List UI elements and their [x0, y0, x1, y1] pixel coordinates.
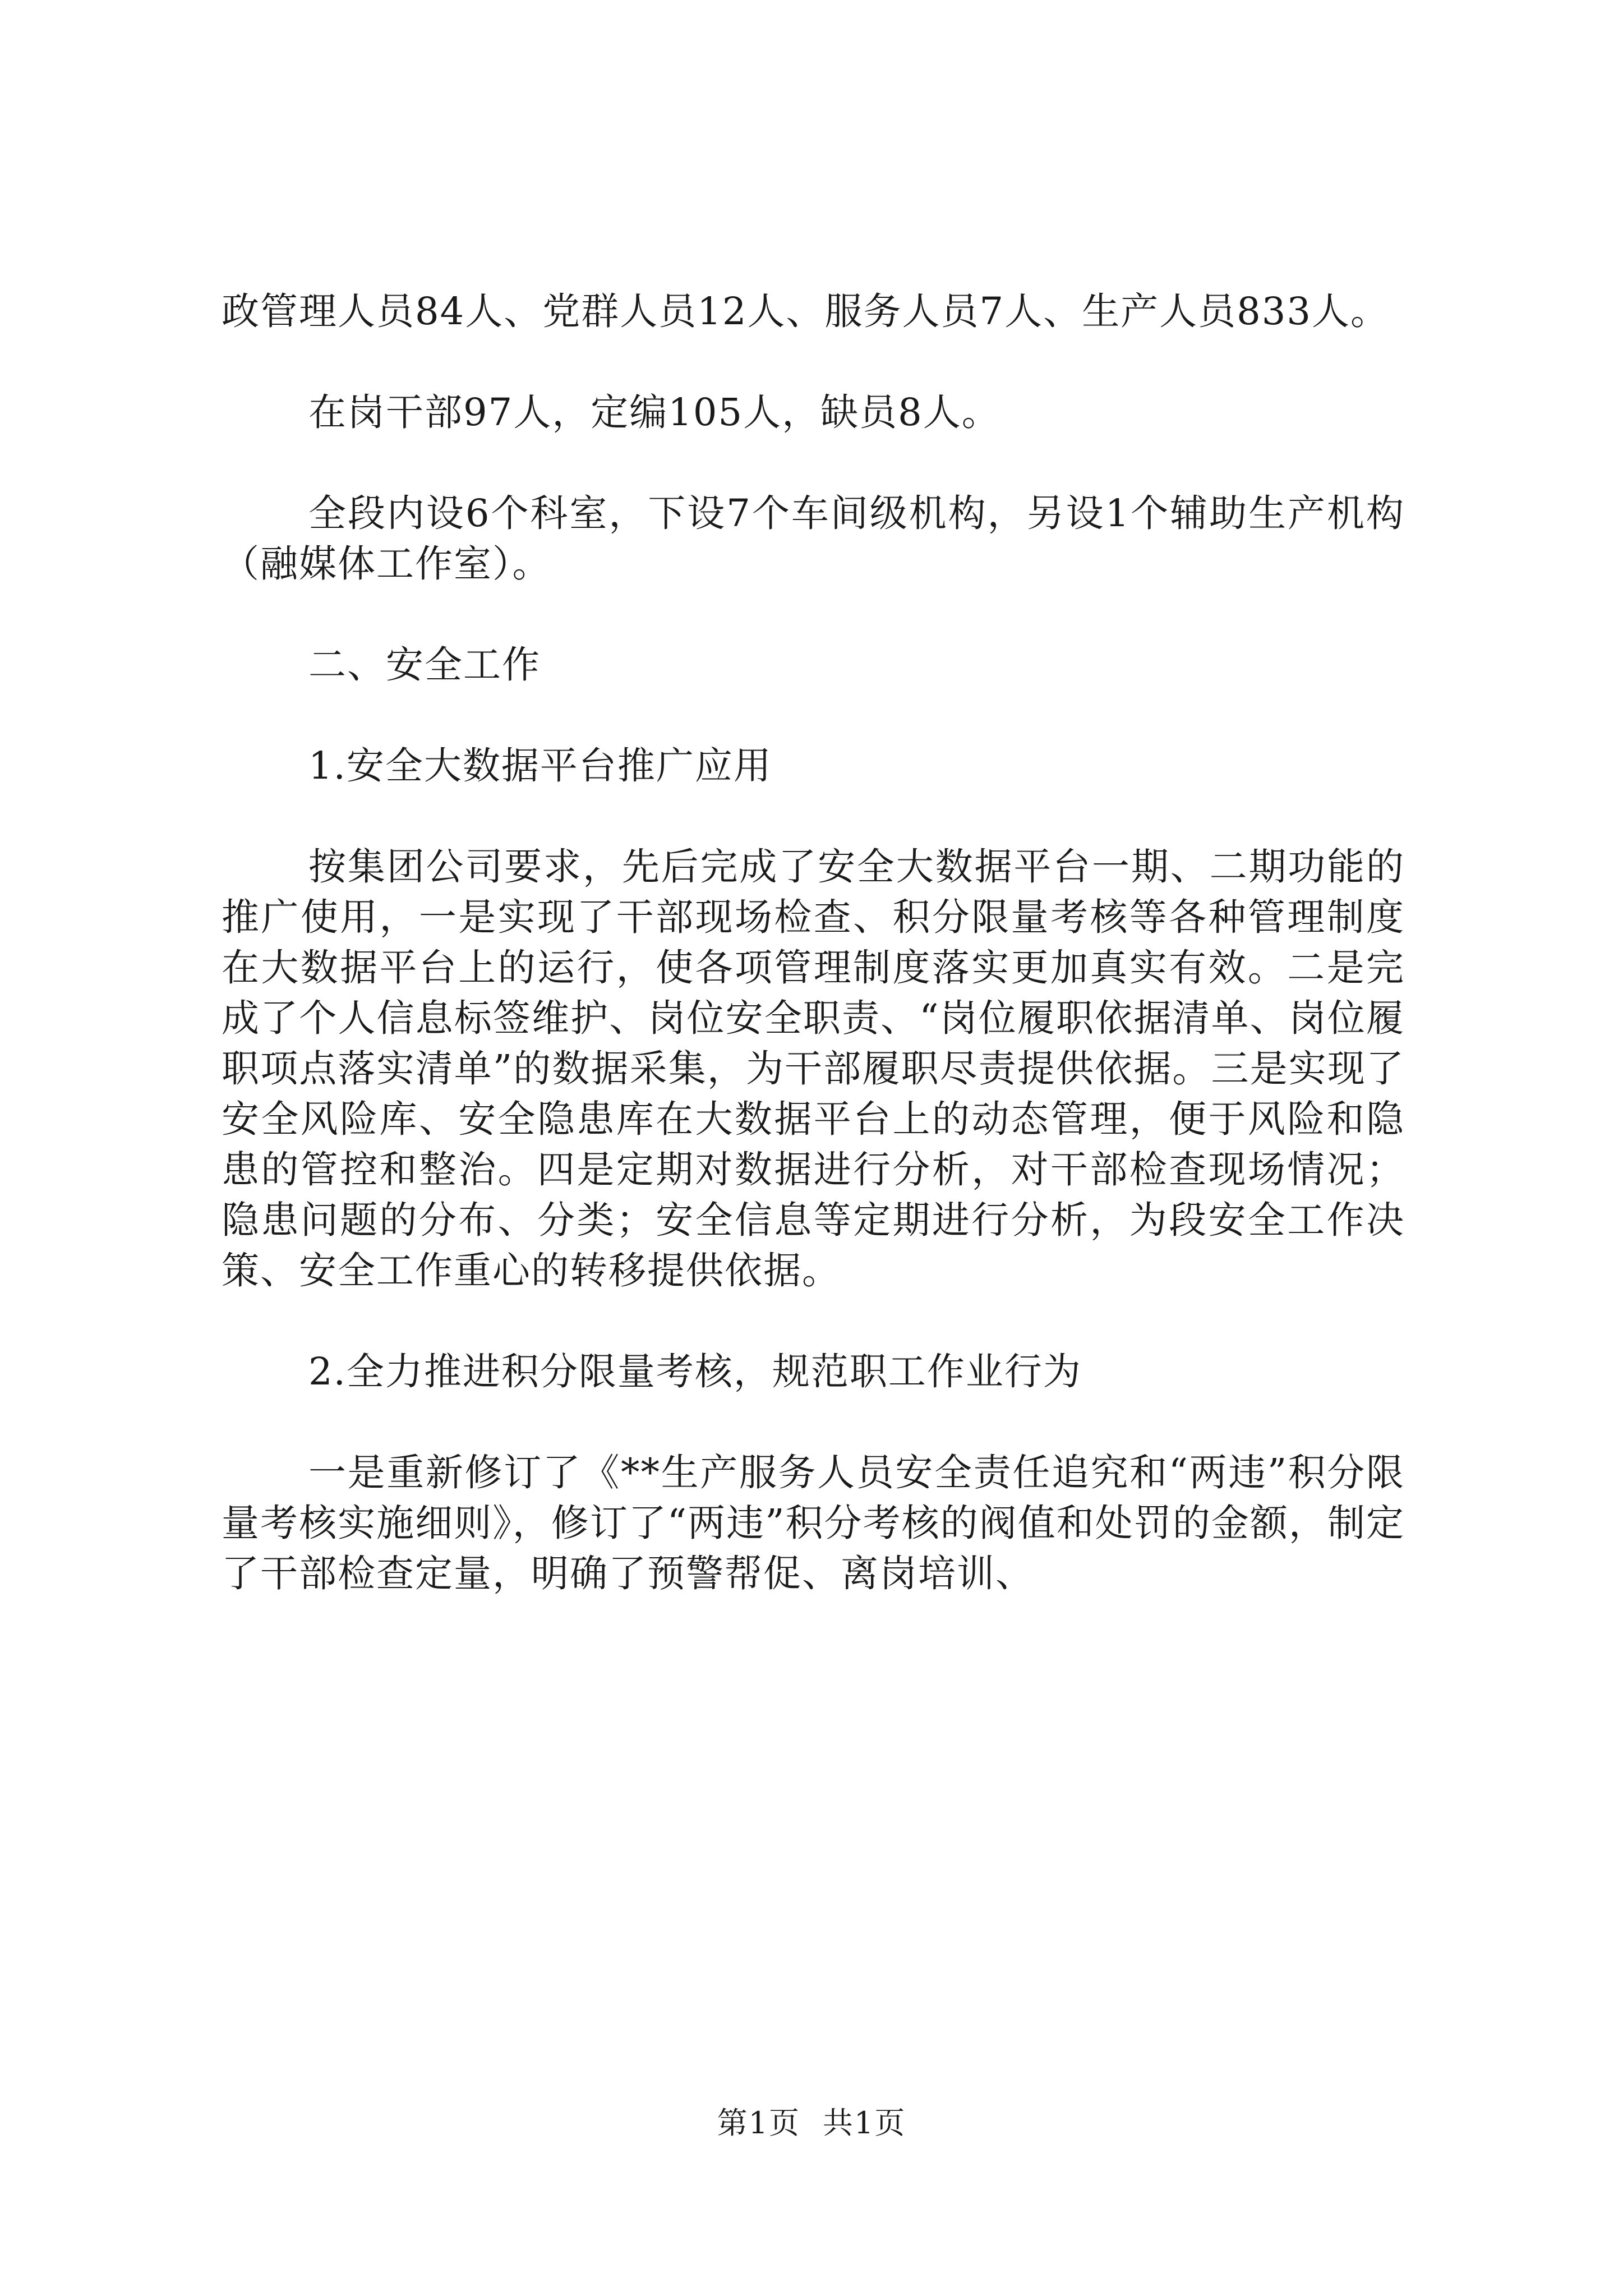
paragraph-departments: 全段内设6个科室，下设7个车间级机构，另设1个辅助生产机构（融媒体工作室）。 — [222, 491, 1405, 586]
subheading-points-assessment: 2.全力推进积分限量考核，规范职工作业行为 — [308, 1350, 1082, 1393]
paragraph-points-assessment: 一是重新修订了《**生产服务人员安全责任追究和“两违”积分限量考核实施细则》，修订了“两违”积分考核的阀值和处罚的金额，制定了干部检查定量，明确了预警帮促、离岗培训、 — [222, 1451, 1405, 1595]
page-number: 第1页 — [717, 2105, 800, 2141]
paragraph-big-data-platform: 按集团公司要求，先后完成了安全大数据平台一期、二期功能的推广使用，一是实现了干部现场检查、积分限量考核等各种管理制度在大数据平台上的运行，使各项管理制度落实更加真实有效。二是完成了个人信息标签维护、岗位安全职责、“岗位履职依据清单、岗位履职项点落实清单”的数据采集，为干部履职尽责提供依据。三是实现了安全风险库、安全隐患库在大数据平台上的动态管理，便于风险和隐患的管控和整治。四是定期对数据进行分析，对干部检查现场情况；隐患问题的分布、分类；安全信息等定期进行分析，为段安全工作决策、安全工作重心的转移提供依据。 — [222, 845, 1405, 1292]
section-heading-safety-work: 二、安全工作 — [308, 643, 541, 687]
paragraph-cadre-counts: 在岗干部97人，定编105人，缺员8人。 — [308, 390, 1000, 434]
paragraph-staff-counts: 政管理人员84人、党群人员12人、服务人员7人、生产人员833人。 — [222, 289, 1390, 333]
subheading-big-data-platform: 1.安全大数据平台推广应用 — [308, 744, 772, 788]
page-total: 共1页 — [823, 2105, 906, 2141]
page-footer — [0, 2104, 1623, 2143]
document-body — [222, 286, 1405, 1649]
